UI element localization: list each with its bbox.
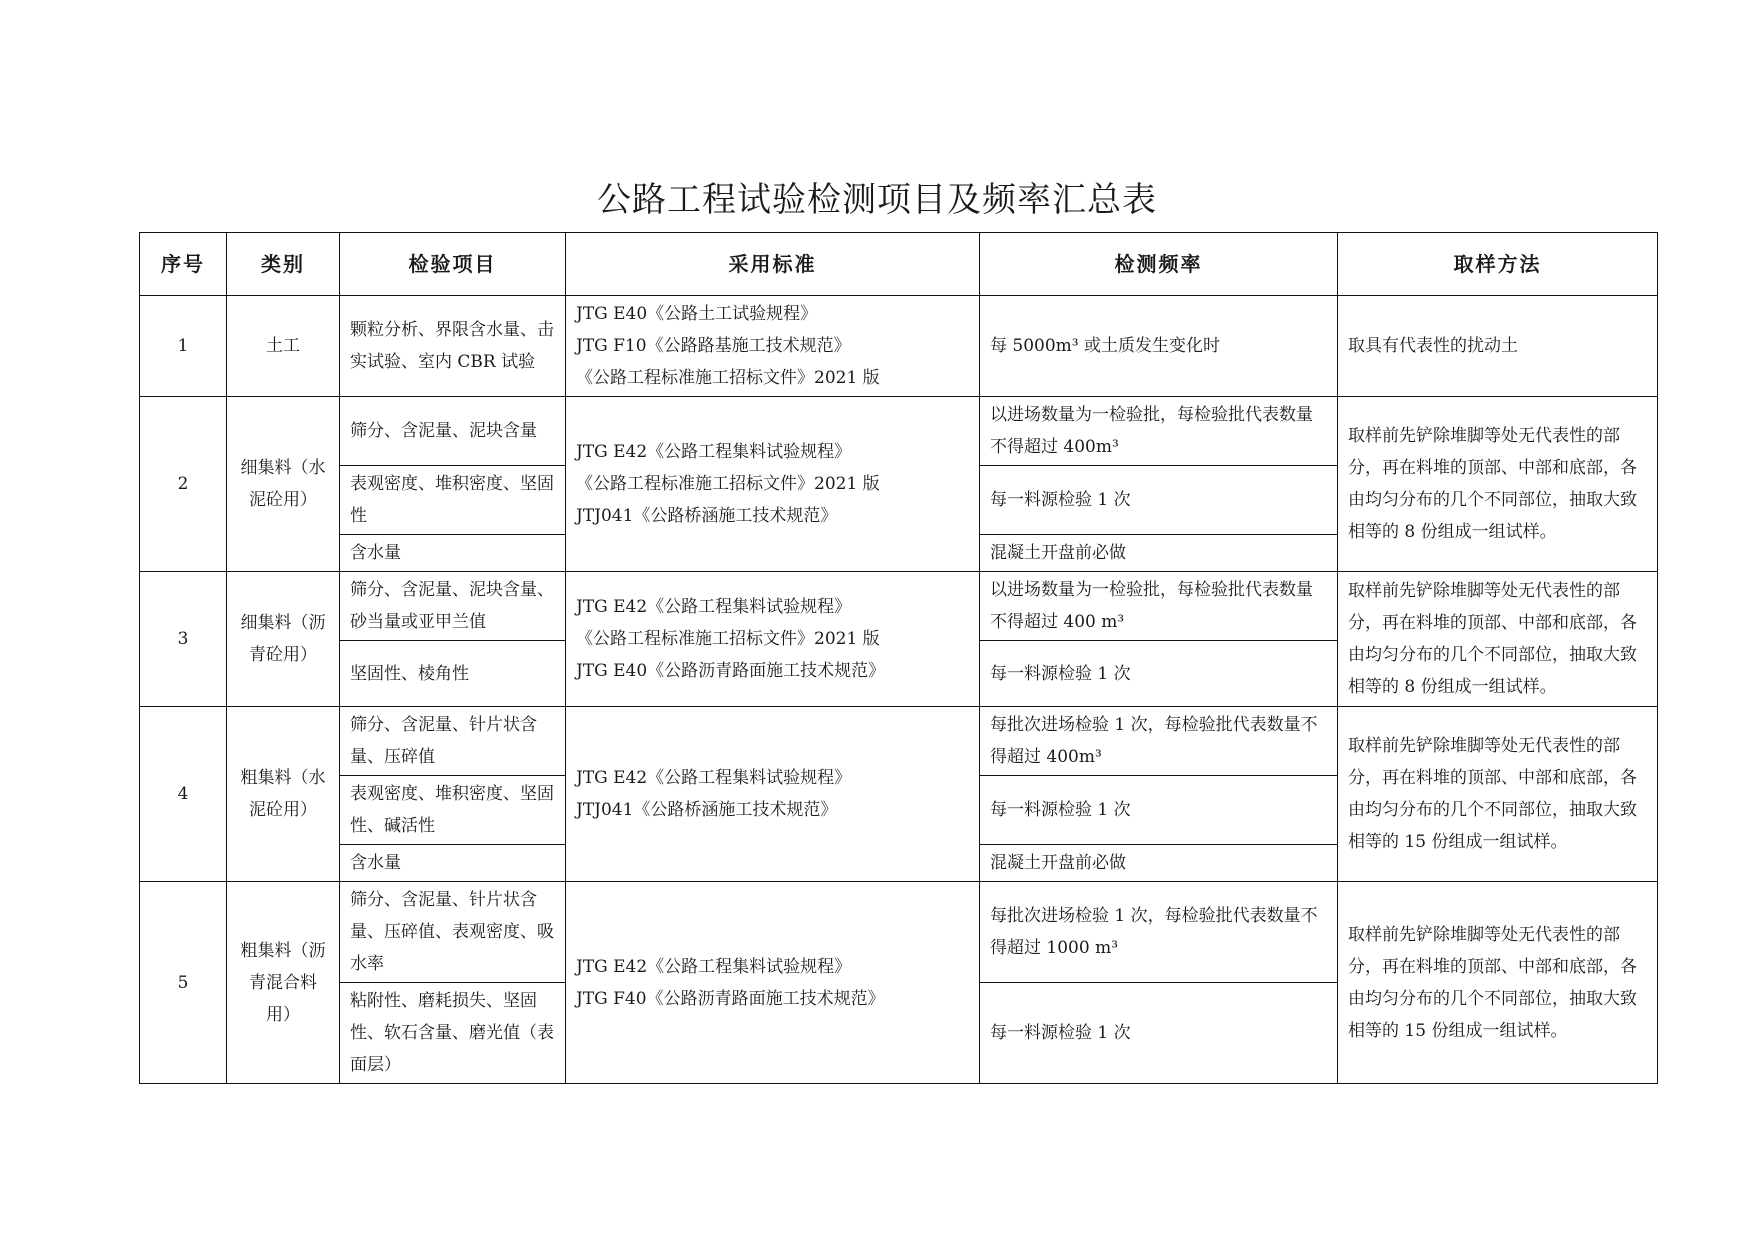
cell-seq: 2 (140, 397, 227, 572)
cell-frequency: 混凝土开盘前必做 (980, 535, 1338, 572)
table-row (140, 397, 1658, 466)
cell-category: 粗集料（沥青混合料用） (227, 882, 340, 1084)
cell-standard: JTG E42《公路工程集料试验规程》 JTJ041《公路桥涵施工技术规范》 (566, 707, 980, 882)
cell-frequency: 以进场数量为一检验批，每检验批代表数量不得超过 400 m³ (980, 572, 1338, 641)
header-sampling: 取样方法 (1338, 233, 1658, 296)
cell-items: 筛分、含泥量、针片状含量、压碎值 (340, 707, 566, 776)
cell-frequency: 每一料源检验 1 次 (980, 776, 1338, 845)
cell-frequency: 混凝土开盘前必做 (980, 845, 1338, 882)
cell-frequency: 每 5000m³ 或土质发生变化时 (980, 296, 1338, 397)
cell-frequency: 每一料源检验 1 次 (980, 466, 1338, 535)
header-frequency: 检测频率 (980, 233, 1338, 296)
cell-category: 土工 (227, 296, 340, 397)
cell-sampling: 取样前先铲除堆脚等处无代表性的部分，再在料堆的顶部、中部和底部，各由均匀分布的几个不同部位，抽取大致相等的 8 份组成一组试样。 (1338, 572, 1658, 707)
cell-items: 颗粒分析、界限含水量、击实试验、室内 CBR 试验 (340, 296, 566, 397)
table-row (140, 882, 1658, 983)
cell-seq: 3 (140, 572, 227, 707)
cell-seq: 4 (140, 707, 227, 882)
cell-sampling: 取样前先铲除堆脚等处无代表性的部分，再在料堆的顶部、中部和底部，各由均匀分布的几个不同部位，抽取大致相等的 15 份组成一组试样。 (1338, 882, 1658, 1084)
cell-frequency: 每批次进场检验 1 次，每检验批代表数量不得超过 1000 m³ (980, 882, 1338, 983)
cell-frequency: 以进场数量为一检验批，每检验批代表数量不得超过 400m³ (980, 397, 1338, 466)
cell-sampling: 取具有代表性的扰动土 (1338, 296, 1658, 397)
cell-frequency: 每一料源检验 1 次 (980, 641, 1338, 707)
cell-items: 坚固性、棱角性 (340, 641, 566, 707)
cell-category: 细集料（沥青砼用） (227, 572, 340, 707)
table-row (140, 707, 1658, 776)
header-standard: 采用标准 (566, 233, 980, 296)
cell-sampling: 取样前先铲除堆脚等处无代表性的部分，再在料堆的顶部、中部和底部，各由均匀分布的几个不同部位，抽取大致相等的 8 份组成一组试样。 (1338, 397, 1658, 572)
cell-items: 粘附性、磨耗损失、坚固性、软石含量、磨光值（表面层） (340, 983, 566, 1084)
header-seq: 序号 (140, 233, 227, 296)
cell-sampling: 取样前先铲除堆脚等处无代表性的部分，再在料堆的顶部、中部和底部，各由均匀分布的几个不同部位，抽取大致相等的 15 份组成一组试样。 (1338, 707, 1658, 882)
cell-standard: JTG E42《公路工程集料试验规程》 JTG F40《公路沥青路面施工技术规范》 (566, 882, 980, 1084)
document-title: 公路工程试验检测项目及频率汇总表 (597, 180, 1157, 220)
cell-standard: JTG E42《公路工程集料试验规程》 《公路工程标准施工招标文件》2021 版 JTJ041《公路桥涵施工技术规范》 (566, 397, 980, 572)
cell-items: 筛分、含泥量、泥块含量、砂当量或亚甲兰值 (340, 572, 566, 641)
cell-items: 表观密度、堆积密度、坚固性 (340, 466, 566, 535)
cell-items: 含水量 (340, 535, 566, 572)
cell-frequency: 每一料源检验 1 次 (980, 983, 1338, 1084)
cell-seq: 1 (140, 296, 227, 397)
header-items: 检验项目 (340, 233, 566, 296)
cell-frequency: 每批次进场检验 1 次，每检验批代表数量不得超过 400m³ (980, 707, 1338, 776)
table-row (140, 572, 1658, 641)
inspection-summary-table (139, 232, 1658, 1084)
cell-category: 粗集料（水泥砼用） (227, 707, 340, 882)
cell-items: 筛分、含泥量、针片状含量、压碎值、表观密度、吸水率 (340, 882, 566, 983)
header-category: 类别 (227, 233, 340, 296)
cell-items: 含水量 (340, 845, 566, 882)
cell-standard: JTG E42《公路工程集料试验规程》 《公路工程标准施工招标文件》2021 版 JTG E40《公路沥青路面施工技术规范》 (566, 572, 980, 707)
cell-standard: JTG E40《公路土工试验规程》 JTG F10《公路路基施工技术规范》 《公路工程标准施工招标文件》2021 版 (566, 296, 980, 397)
table-row (140, 296, 1658, 397)
cell-category: 细集料（水泥砼用） (227, 397, 340, 572)
header-row (140, 233, 1658, 296)
cell-items: 筛分、含泥量、泥块含量 (340, 397, 566, 466)
cell-seq: 5 (140, 882, 227, 1084)
cell-items: 表观密度、堆积密度、坚固性、碱活性 (340, 776, 566, 845)
